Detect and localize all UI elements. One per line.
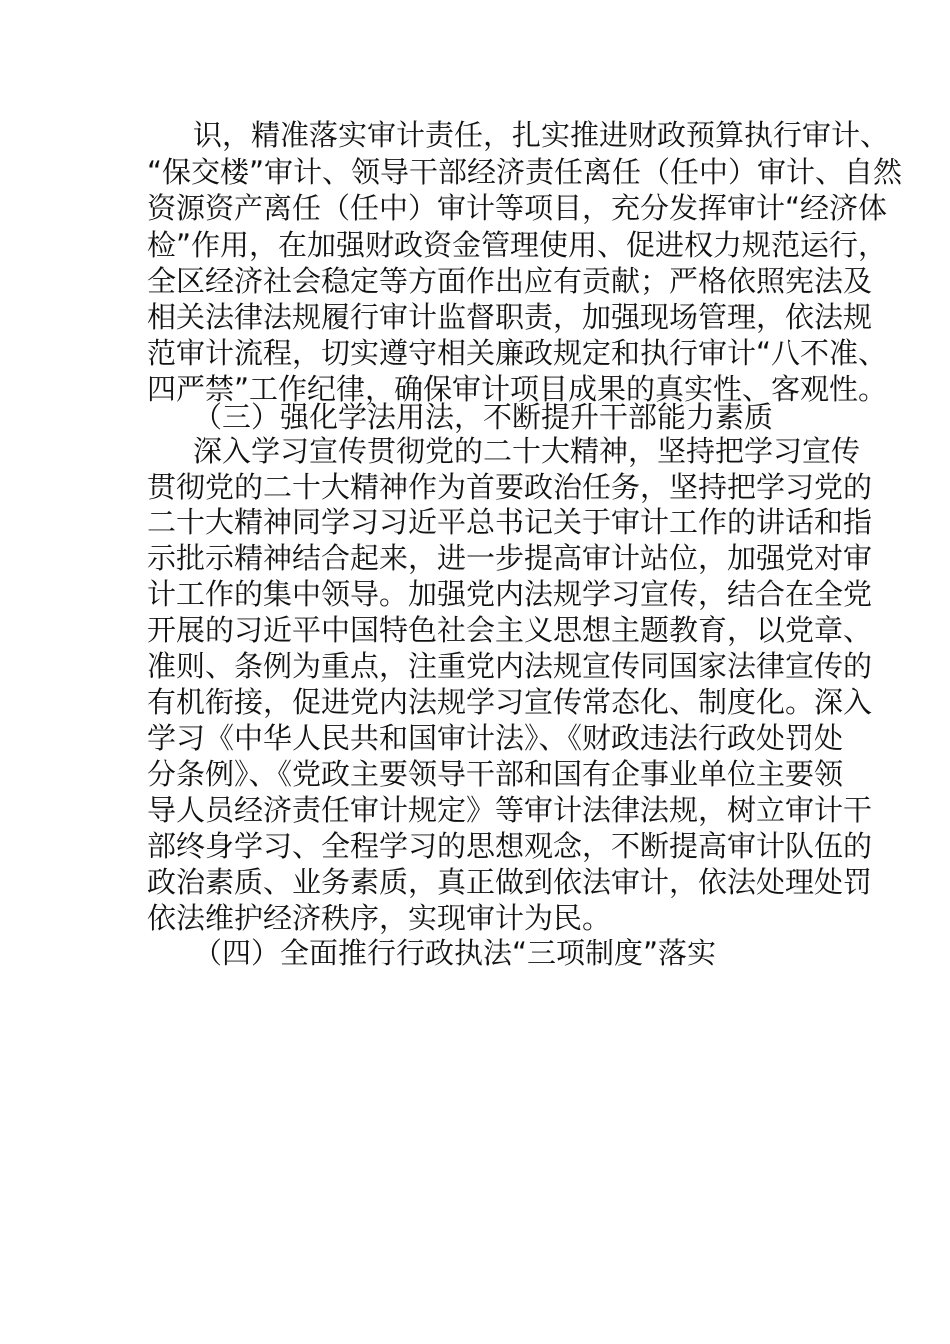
paragraph-line: 四严禁”工作纪律，确保审计项目成果的真实性、客观性。 [147, 372, 888, 406]
paragraph-line: 部终身学习、全程学习的思想观念，不断提高审计队伍的 [147, 829, 873, 863]
paragraph-line: 贯彻党的二十大精神作为首要政治任务，坚持把学习党的 [147, 470, 873, 504]
paragraph-line: 开展的习近平中国特色社会主义思想主题教育，以党章、 [147, 613, 873, 647]
paragraph-line: 示批示精神结合起来，进一步提高审计站位，加强党对审 [147, 541, 873, 575]
paragraph-line: 准则、条例为重点，注重党内法规宣传同国家法律宣传的 [147, 649, 873, 683]
paragraph-line: 识，精准落实审计责任，扎实推进财政预算执行审计、 [193, 118, 890, 152]
section-heading: （三）强化学法用法，不断提升干部能力素质 [193, 400, 774, 434]
paragraph-line: 相关法律法规履行审计监督职责，加强现场管理，依法规 [147, 300, 873, 334]
section-heading: （四）全面推行行政执法“三项制度”落实 [193, 936, 717, 970]
paragraph-line: 导人员经济责任审计规定》等审计法律法规，树立审计干 [147, 793, 873, 827]
paragraph-line: 资源资产离任（任中）审计等项目，充分发挥审计“经济体 [147, 191, 888, 225]
paragraph-line: 依法维护经济秩序，实现审计为民。 [147, 901, 612, 935]
paragraph-line: 检”作用，在加强财政资金管理使用、促进权力规范运行， [147, 228, 888, 262]
paragraph-line: 分条例》、《党政主要领导干部和国有企事业单位主要领 [147, 757, 844, 791]
paragraph-line: 全区经济社会稳定等方面作出应有贡献；严格依照宪法及 [147, 264, 873, 298]
paragraph-line: 学习《中华人民共和国审计法》、《财政违法行政处罚处 [147, 721, 844, 755]
paragraph-line: 深入学习宣传贯彻党的二十大精神，坚持把学习宣传 [193, 434, 861, 468]
paragraph-line: 二十大精神同学习习近平总书记关于审计工作的讲话和指 [147, 505, 873, 539]
paragraph-line: 计工作的集中领导。加强党内法规学习宣传，结合在全党 [147, 577, 873, 611]
paragraph-line: “保交楼”审计、领导干部经济责任离任（任中）审计、自然 [147, 155, 903, 189]
paragraph-line: 范审计流程，切实遵守相关廉政规定和执行审计“八不准、 [147, 336, 888, 370]
paragraph-line: 政治素质、业务素质，真正做到依法审计，依法处理处罚 [147, 865, 873, 899]
paragraph-line: 有机衔接，促进党内法规学习宣传常态化、制度化。深入 [147, 685, 873, 719]
